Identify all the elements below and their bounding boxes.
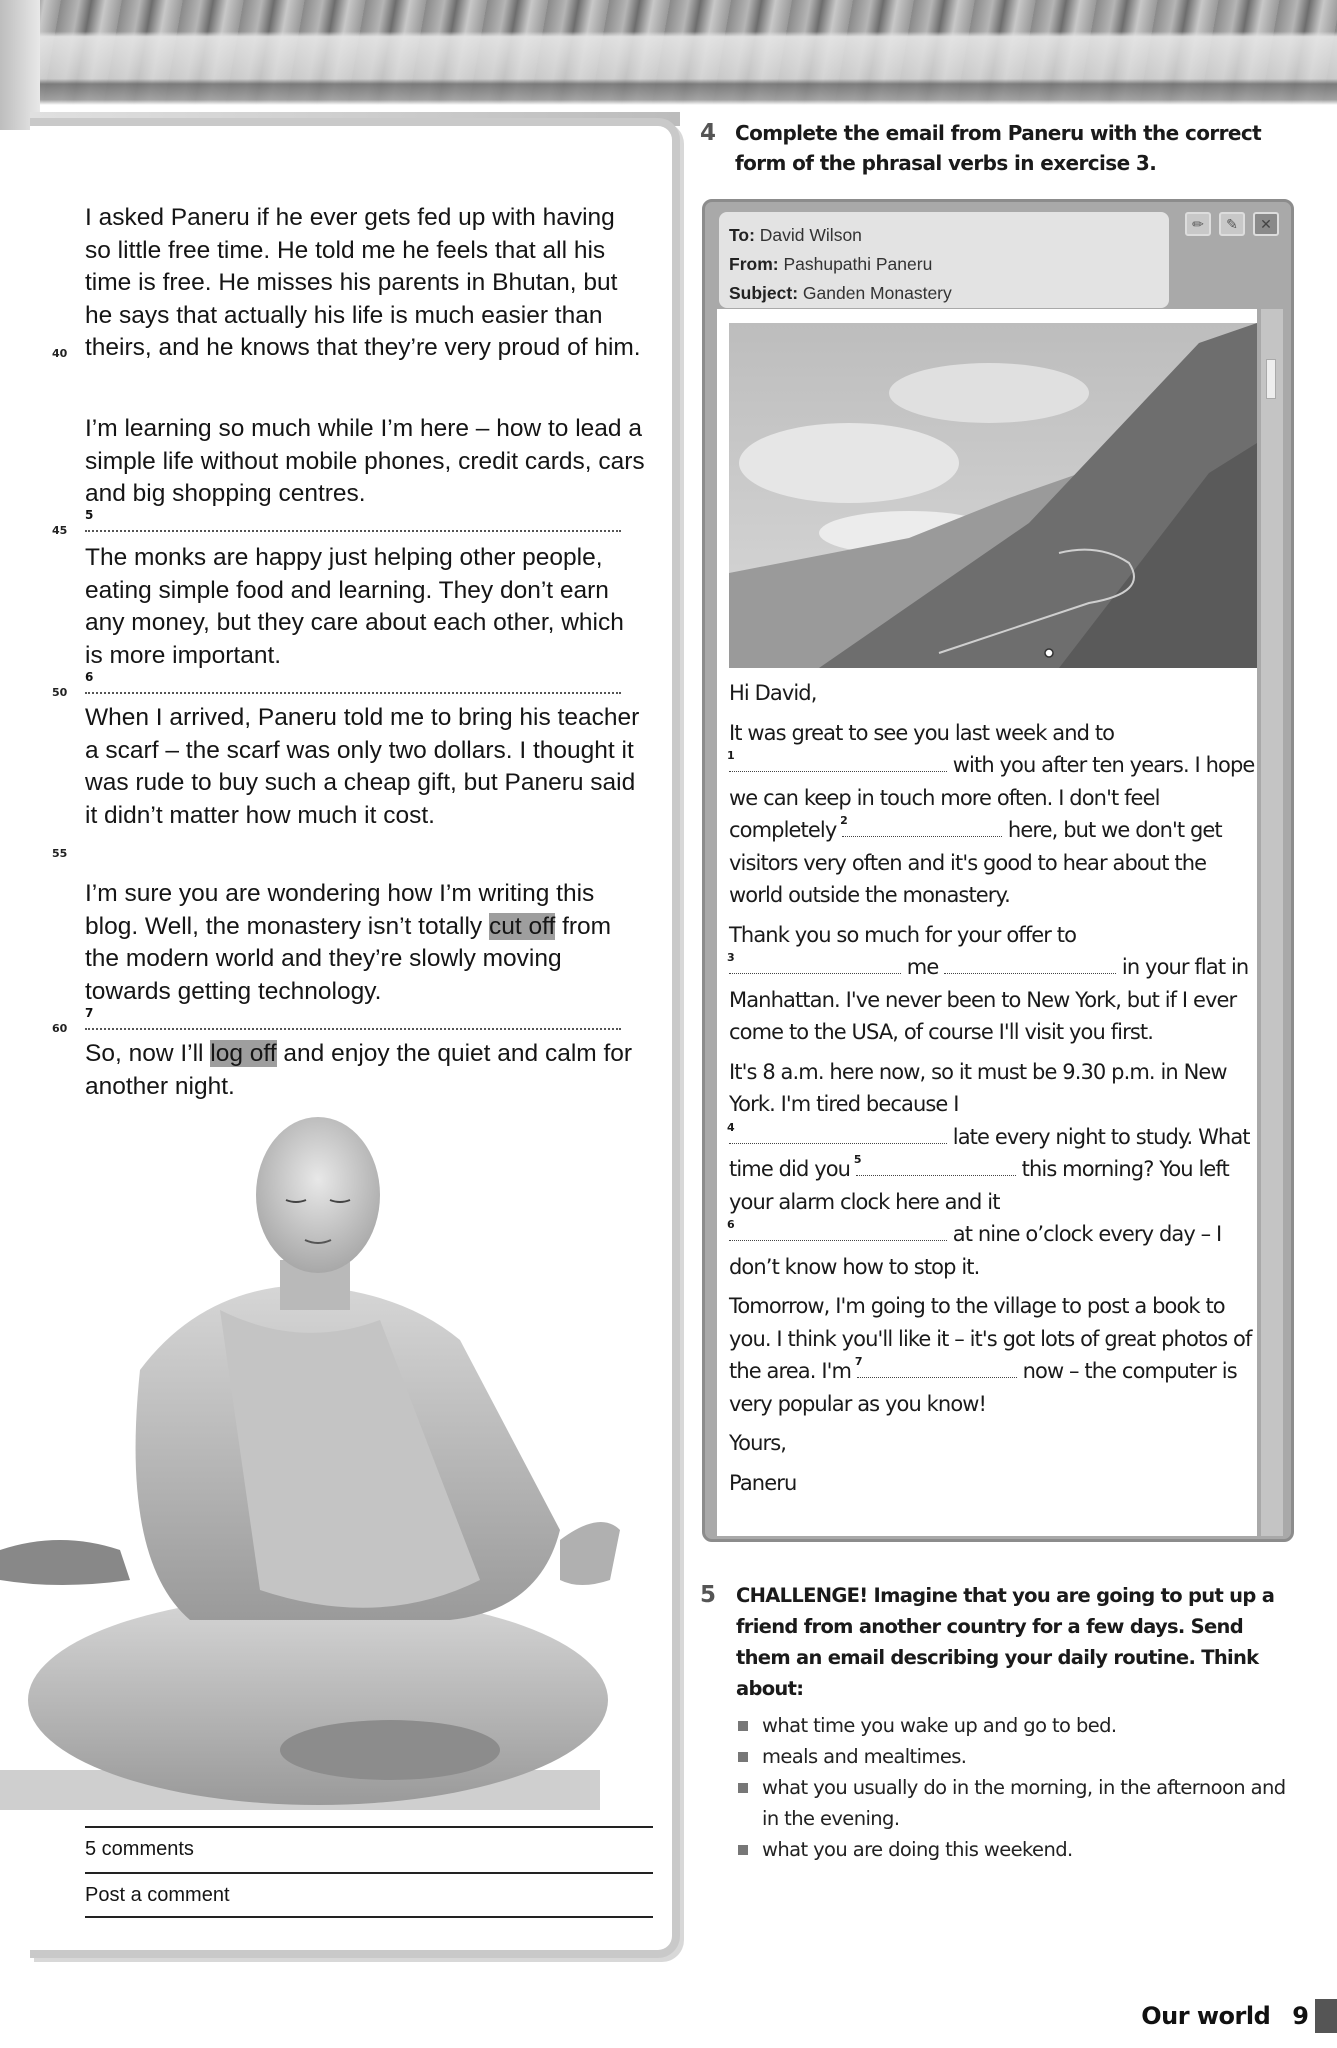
post-comment-link[interactable] [85,1872,653,1918]
to-value: David Wilson [759,225,862,245]
blog-paragraph-4 [85,702,645,844]
blog-text-5 [85,878,645,1008]
monk-meditating-photo [0,1110,640,1815]
answer-gap-5[interactable] [85,508,621,532]
close-icon: ✕ [1260,215,1272,232]
exercise-instruction: Complete the email from Paneru with the correct form of the phrasal verbs in exercise 3. [735,121,1262,175]
from-value: Pashupathi Paneru [783,254,933,274]
square-bullet-icon [738,1752,748,1762]
bullet-list [700,1710,1300,1865]
line-number-45: 45 [52,524,68,537]
pencil-restore-icon: ✎ [1226,215,1238,232]
highlighted-phrasal-verb: log off [210,1040,277,1067]
email-blank-6[interactable] [727,1218,947,1241]
text: in your flat in Manhattan. I've never been to New York, but if I ever come to the USA, of course I'll visit you first. [729,955,1249,1044]
blog-text-4: When I arrived, Paneru told me to bring his teacher a scarf – the scarf was only two dollars. I thought it was rude to buy such a cheap gift, but Paneru said it didn’t matter how much it cost. [85,704,640,829]
subject-label: Subject: [729,283,799,303]
text: from the modern world and they’re slowly moving towards getting technology. [85,912,612,1005]
banner-photo [0,0,1337,105]
text: So, now I’ll [85,1040,211,1067]
email-blank-1[interactable] [727,749,947,772]
email-paragraph-3 [729,1056,1257,1284]
text: now – the computer is very popular as you know! [729,1359,1237,1416]
bullet-text: what you usually do in the morning, in the afternoon and in the evening. [762,1776,1286,1830]
email-blank-4[interactable] [727,1120,947,1144]
answer-gap-7[interactable] [85,1006,621,1030]
blog-text-1: I asked Paneru if he ever gets fed up with having so little free time. He told me he feels that all his time is free. He misses his parents in Bhutan, but he says that actually his life is much easier than theirs, and he knows that they’re very proud of him. [85,204,641,361]
text: I hope we can keep in touch more often. I don't feel completely [729,753,1255,842]
comments-count: 5 comments [85,1838,194,1860]
page-footer [1141,1998,1337,2034]
blog-text-2: I’m learning so much while I’m here – how to lead a simple life without mobile phones, credit cards, cars and big shopping centres. [85,415,645,507]
email-signoff: Yours, [729,1431,787,1455]
highlighted-phrasal-verb: cut off [488,912,556,940]
exercise-4-heading [700,118,1300,178]
bullet-item [736,1834,1300,1865]
email-blank-5[interactable] [853,1153,1016,1176]
scrollbar-thumb[interactable] [1266,359,1276,399]
email-window [702,199,1294,1542]
blog-paragraph-1 [85,202,645,377]
bullet-item [736,1772,1300,1834]
line-number-50: 50 [52,686,68,699]
answer-gap-6[interactable] [85,670,621,694]
blog-paragraph-5 [85,878,645,1020]
text: I’m sure you are wondering how I’m writing this blog. Well, the monastery isn’t totally [85,880,595,940]
blank-number: 3 [727,951,734,964]
square-bullet-icon [738,1721,748,1731]
line-number-60: 60 [52,1022,68,1035]
blog-text-3: The monks are happy just helping other people, eating simple food and learning. They don’t earn any money, but they care about each other, which is more important. [85,544,624,669]
bullet-text: meals and mealtimes. [762,1745,967,1768]
blog-text-6 [85,1038,645,1103]
bullet-item [736,1741,1300,1772]
comments-count-link[interactable] [85,1826,653,1872]
email-body [717,309,1257,1536]
text: late every night to study. What time did you [729,1124,1250,1181]
post-comment-label: Post a comment [85,1884,230,1906]
email-paragraph-2 [729,919,1257,1049]
subject-value: Ganden Monastery [802,283,952,303]
text: Thank you so much for your offer to [729,922,1077,947]
banner-edge [0,0,40,130]
email-header [719,212,1169,308]
blank-number: 5 [853,1153,861,1166]
restore-button[interactable] [1219,212,1245,236]
email-scrollbar[interactable] [1261,309,1283,1536]
blank-number: 7 [854,1355,862,1368]
blank-number: 2 [840,814,847,827]
email-signature: Paneru [729,1470,797,1495]
email-paragraph-4 [729,1290,1257,1420]
blog-paragraph-3 [85,542,645,684]
email-blank-2[interactable] [840,814,1002,837]
exercise-5-heading [700,1580,1300,1704]
mountain-road-photo [729,323,1257,668]
text: here, but we don't get visitors very often and it's good to hear about the world outside the monastery. [729,818,1222,907]
email-paragraph-1 [729,717,1257,912]
square-bullet-icon [738,1783,748,1793]
text: It's 8 a.m. here now, so it must be 9.30 p.m. in New York. I'm tired because I [729,1059,1227,1116]
blank-number: 4 [727,1120,734,1134]
exercise-5 [700,1580,1300,1865]
unit-title: Our world [1141,2002,1271,2030]
close-button[interactable] [1253,212,1279,236]
email-blank-3a[interactable] [727,951,901,974]
exercise-number: 5 [700,1582,716,1608]
blank-number: 6 [727,1218,734,1231]
text: with you after ten years. [952,753,1189,777]
to-label: To: [729,225,755,245]
bullet-text: what you are doing this weekend. [762,1838,1073,1861]
email-message [729,677,1257,1506]
text: me [906,955,939,979]
email-blank-7[interactable] [854,1355,1017,1378]
minimize-button[interactable] [1185,212,1211,236]
email-greeting: Hi David, [729,681,817,705]
email-blank-3b[interactable] [944,954,1116,974]
text: this morning? You left your alarm clock here and it [729,1157,1229,1214]
line-number-55: 55 [52,847,68,860]
line-number-40: 40 [52,347,68,360]
blank-number: 1 [727,749,734,762]
text: Tomorrow, I'm going to the village to post a book to you. I think you'll like it – it's got lots of great photos of the area. I'm [729,1294,1252,1383]
email-from-row [729,250,1159,279]
square-bullet-icon [738,1845,748,1855]
from-label: From: [729,254,779,274]
pencil-minimize-icon: ✏ [1192,215,1204,232]
blog-paragraph-6 [85,1038,645,1115]
gap-number: 5 [85,508,94,522]
window-controls [1185,212,1279,236]
exercise-instruction: Imagine that you are going to put up a friend from another country for a few days. Send them an email describing your daily routine. Think about: [736,1584,1275,1700]
text: and enjoy the quiet and calm for another night. [85,1040,633,1100]
gap-number: 6 [85,670,94,684]
page-tab-marker [1315,1999,1337,2033]
bullet-text: what time you wake up and go to bed. [762,1714,1117,1737]
gap-number: 7 [85,1006,94,1020]
text: It was great to see you last week and to [729,720,1115,745]
email-subject-row [729,279,1159,308]
exercise-number: 4 [700,120,716,146]
page-number: 9 [1292,2002,1309,2030]
blog-paragraph-2 [85,413,645,523]
challenge-label: CHALLENGE! [736,1584,868,1607]
bullet-item [736,1710,1300,1741]
email-to-row [729,221,1159,250]
text: at nine o’clock every day – I don’t know how to stop it. [729,1222,1222,1279]
